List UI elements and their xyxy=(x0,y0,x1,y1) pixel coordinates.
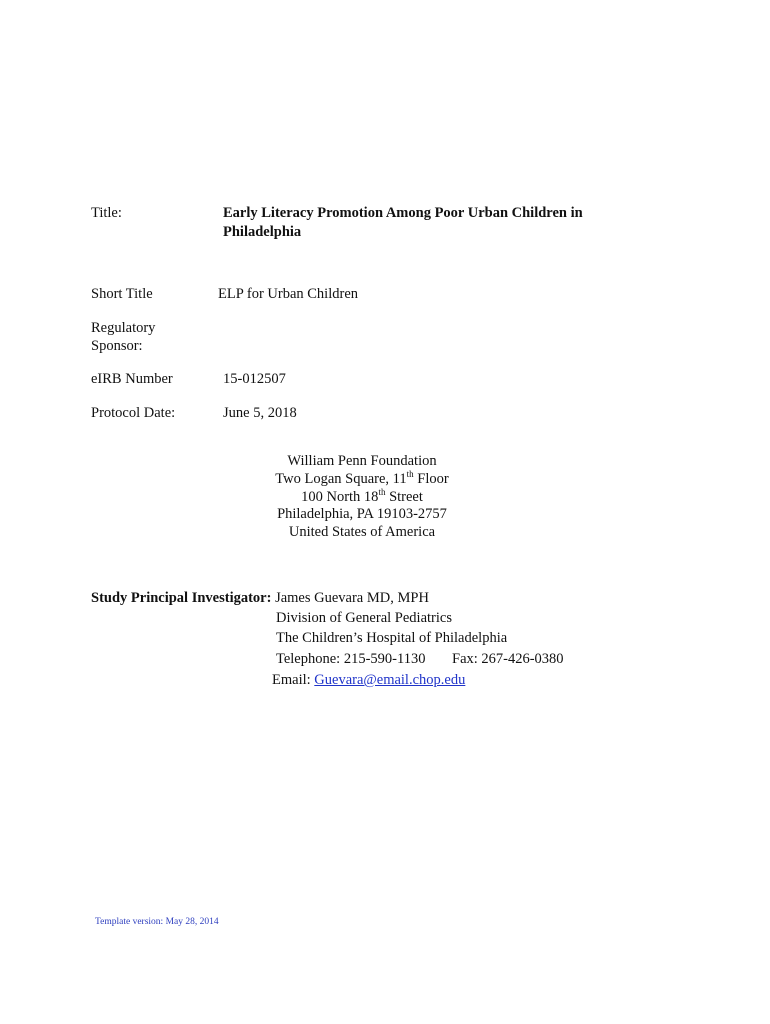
pi-label: Study Principal Investigator: xyxy=(91,590,272,606)
funder-address-line2-suffix: Street xyxy=(385,488,423,505)
title-value-line2: Philadelphia xyxy=(223,224,302,240)
short-title-value: ELP for Urban Children xyxy=(218,286,359,302)
funder-country: United States of America xyxy=(288,524,436,541)
eirb-number-value: 15-012507 xyxy=(223,371,286,387)
pi-header-line xyxy=(91,588,429,609)
funder-address-line2-sup: th xyxy=(378,486,386,497)
title-value-line1: Early Literacy Promotion Among Poor Urban Children in xyxy=(223,205,583,221)
pi-email-link[interactable]: Guevara@email.chop.edu xyxy=(314,672,466,688)
pi-email-label: Email: xyxy=(272,672,311,688)
protocol-date-value: June 5, 2018 xyxy=(223,405,297,421)
title-label: Title: xyxy=(91,205,122,221)
pi-division: Division of General Pediatrics xyxy=(276,610,452,626)
pi-fax: Fax: 267-426-0380 xyxy=(452,651,564,667)
pi-telephone: Telephone: 215-590-1130 xyxy=(276,651,426,667)
funder-address-line1-sup: th xyxy=(406,468,414,479)
regulatory-sponsor-label-line1: Regulatory xyxy=(91,320,156,336)
funder-address-line2-text: 100 North 18 xyxy=(301,488,379,505)
template-version-footer: Template version: May 28, 2014 xyxy=(95,917,219,927)
funder-address-line1 xyxy=(212,468,512,489)
funder-address-block xyxy=(212,453,512,542)
funder-name: William Penn Foundation xyxy=(287,453,437,469)
pi-email-line xyxy=(272,670,465,691)
eirb-number-label: eIRB Number xyxy=(91,371,173,387)
pi-name: James Guevara MD, MPH xyxy=(275,590,429,606)
pi-hospital: The Children’s Hospital of Philadelphia xyxy=(276,630,508,646)
short-title-label: Short Title xyxy=(91,286,153,302)
protocol-date-label: Protocol Date: xyxy=(91,405,176,421)
funder-address-line2 xyxy=(212,486,512,507)
regulatory-sponsor-label-line2: Sponsor: xyxy=(91,338,143,354)
funder-address-line1-text: Two Logan Square, 11 xyxy=(275,470,407,487)
funder-address-line1-suffix: Floor xyxy=(413,470,449,487)
funder-city: Philadelphia, PA 19103-2757 xyxy=(277,506,447,523)
